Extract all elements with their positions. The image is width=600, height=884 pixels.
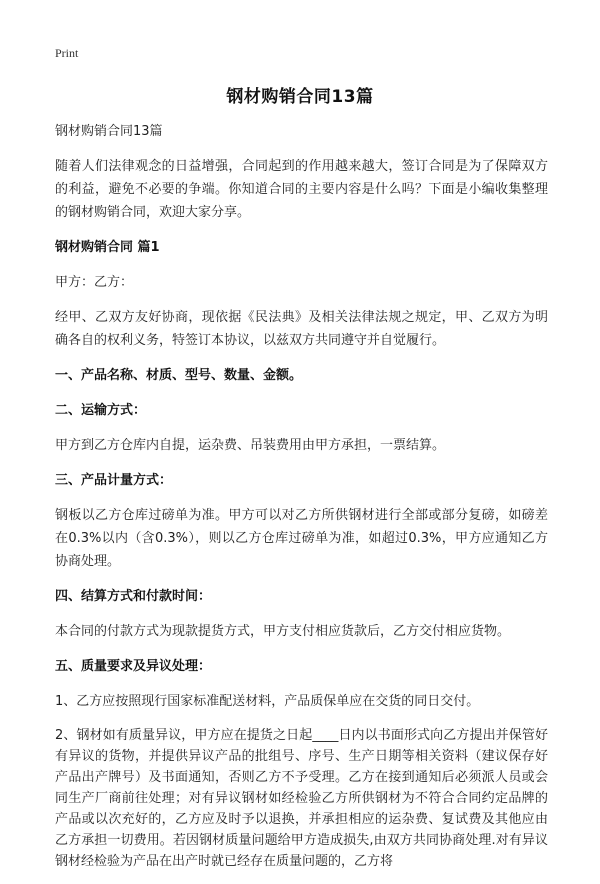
intro-paragraph: 随着人们法律观念的日益增强，合同起到的作用越来越大，签订合同是为了保障双方的利益，避免不必要的争端。你知道合同的主要内容是什么吗？下面是小编收集整理的钢材购销合同，欢迎大家分享。	[55, 159, 548, 220]
clause-body: 1、乙方应按照现行国家标准配送材料，产品质保单应在交货的同日交付。	[55, 694, 480, 709]
section-heading: 钢材购销合同 篇1	[55, 240, 160, 255]
clause-heading: 四、结算方式和付款时间：	[55, 589, 212, 604]
page-title: 钢材购销合同13篇	[226, 87, 374, 107]
clause-heading: 三、产品计量方式：	[55, 473, 173, 488]
clause-heading: 一、产品名称、材质、型号、数量、金额。	[55, 368, 303, 383]
document-body	[55, 120, 548, 884]
clause-body: 本合同的付款方式为现款提货方式，甲方支付相应货款后，乙方交付相应货物。	[55, 624, 511, 639]
clause-body: 甲方到乙方仓库内自提，运杂费、吊装费用由甲方承担，一票结算。	[55, 438, 446, 453]
print-link[interactable]: Print	[55, 46, 79, 60]
clause-heading: 二、运输方式：	[55, 403, 147, 418]
clause-body: 钢板以乙方仓库过磅单为准。甲方可以对乙方所供钢材进行全部或部分复磅，如磅差在0.3%以内（含0.3%），则以乙方仓库过磅单为准，如超过0.3%，甲方应通知乙方协商处理。	[55, 508, 548, 569]
subtitle: 钢材购销合同13篇	[55, 124, 163, 139]
clause-body: 2、钢材如有质量异议，甲方应在提货之日起____日内以书面形式向乙方提出并保管好有异议的货物，并提供异议产品的批组号、序号、生产日期等相关资料（建议保存好产品出产牌号）及书面通知，否则乙方不予受理。乙方在接到通知后必须派人员或会同生产厂商前往处理；对有异议钢材如经检验乙方所供钢材为不符合合同约定品牌的产品或以次充好的，乙方应及时予以退换，并承担相应的运杂费、复试费及其他应由乙方承担一切费用。若因钢材质量问题给甲方造成损失,由双方共同协商处理.对有异议钢材经检验为产品在出产时就已经存在质量问题的，乙方将	[55, 728, 548, 869]
clause-heading: 五、质量要求及异议处理：	[55, 659, 212, 674]
parties-line: 甲方：乙方：	[55, 275, 134, 290]
preamble-paragraph: 经甲、乙双方友好协商，现依据《民法典》及相关法律法规之规定，甲、乙双方为明确各自的权利义务，特签订本协议，以兹双方共同遵守并自觉履行。	[55, 310, 548, 348]
